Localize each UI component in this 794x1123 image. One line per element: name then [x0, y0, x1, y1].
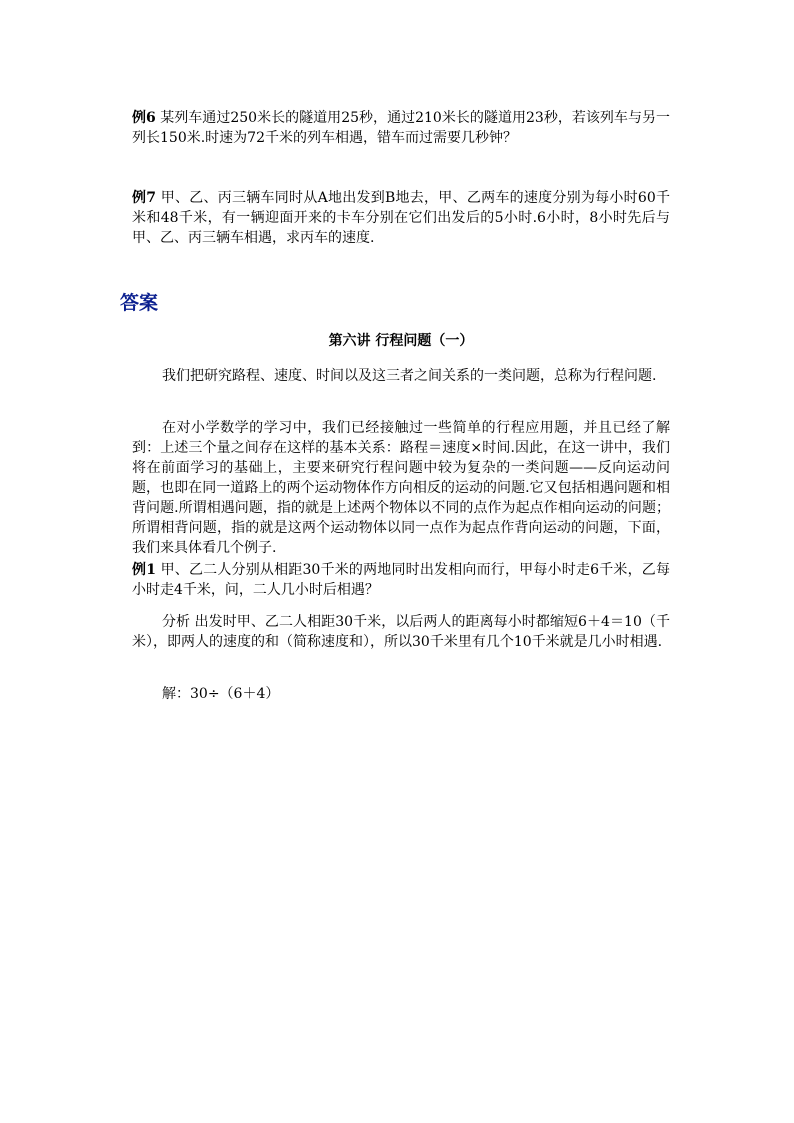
example-6 — [132, 108, 670, 148]
example-7 — [132, 188, 670, 248]
example-1 — [132, 560, 670, 600]
example-1-label: 例1 — [132, 562, 156, 578]
example-6-label: 例6 — [132, 110, 156, 126]
example-7-text: 甲、乙、丙三辆车同时从A地出发到B地去，甲、乙两车的速度分别为每小时60千米和48千米，有一辆迎面开来的卡车分别在它们出发后的5小时.6小时，8小时先后与甲、乙、丙三辆车相遇，求丙车的速度. — [132, 190, 670, 246]
example-6-text: 某列车通过250米长的隧道用25秒，通过210米长的隧道用23秒，若该列车与另一列长150米.时速为72千米的列车相遇，错车而过需要几秒钟？ — [132, 110, 670, 146]
intro-paragraph: 我们把研究路程、速度、时间以及这三者之间关系的一类问题，总称为行程问题. — [162, 368, 657, 384]
example-7-label: 例7 — [132, 190, 157, 206]
example-1-text: 甲、乙二人分别从相距30千米的两地同时出发相向而行，甲每小时走6千米，乙每小时走4千米，问，二人几小时后相遇？ — [132, 562, 670, 598]
solution-line: 解：30÷（6＋4） — [162, 686, 280, 702]
concept-paragraph: 在对小学数学的学习中，我们已经接触过一些简单的行程应用题，并且已经了解到：上述三个量之间存在这样的基本关系：路程＝速度×时间.因此，在这一讲中，我们将在前面学习的基础上，主要来研究行程问题中较为复杂的一类问题——反向运动问题，也即在同一道路上的两个运动物体作方向相反的运动的问题.它又包括相遇问题和相背问题.所谓相遇问题，指的就是上述两个物体以不同的点作为起点作相向运动的问题；所谓相背问题，指的就是这两个运动物体以同一点作为起点作背向运动的问题，下面，我们来具体看几个例子. — [132, 420, 670, 556]
lecture-title: 第六讲 行程问题（一） — [328, 333, 474, 349]
analysis-paragraph: 分析 出发时甲、乙二人相距30千米，以后两人的距离每小时都缩短6＋4＝10（千米），即两人的速度的和（简称速度和），所以30千米里有几个10千米就是几小时相遇. — [132, 614, 670, 650]
answer-heading: 答案 — [120, 292, 159, 314]
